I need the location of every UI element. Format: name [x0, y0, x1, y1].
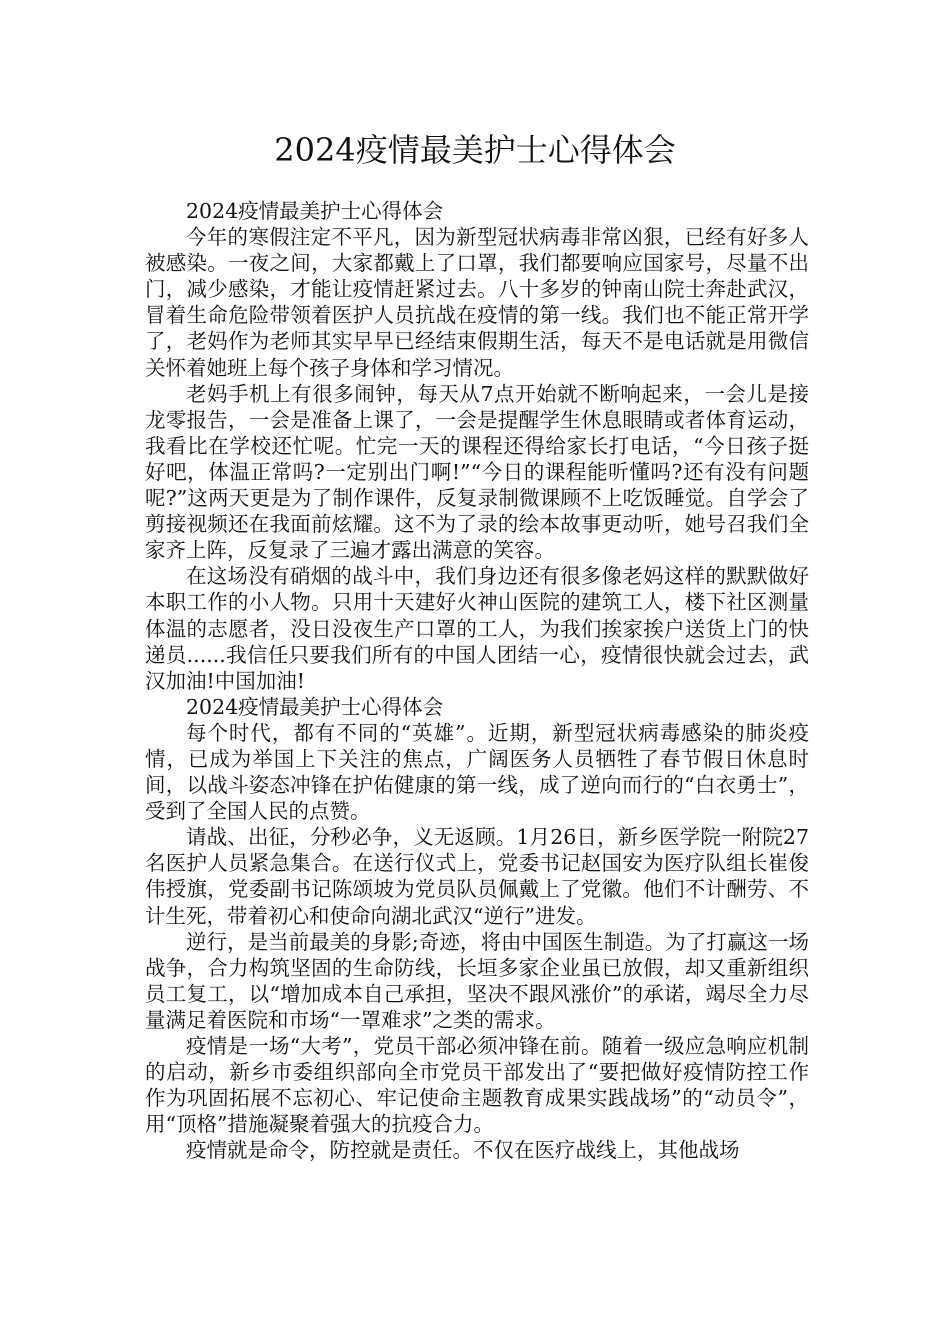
paragraph: 疫情就是命令，防控就是责任。不仅在医疗战线上，其他战场: [186, 1138, 740, 1163]
section-subtitle: 2024疫情最美护士心得体会: [186, 694, 444, 719]
paragraph: 每个时代，都有不同的“英雄”。近期，新型冠状病毒感染的肺炎疫情，已成为举国上下关注的焦点，广阔医务人员牺牲了春节假日休息时间，以战斗姿态冲锋在护佑健康的第一线，成了逆向而行的“白衣勇士”，受到了全国人民的点赞。: [145, 720, 809, 824]
paragraph: 请战、出征，分秒必争，义无返顾。1月26日，新乡医学院一附院27名医护人员紧急集合。在送行仪式上，党委书记赵国安为医疗队组长崔俊伟授旗，党委副书记陈颂坡为党员队员佩戴上了党徽。他们不计酬劳、不计生死，带着初心和使命向湖北武汉“逆行”进发。: [145, 825, 809, 928]
paragraph: 疫情是一场“大考”，党员干部必须冲锋在前。随着一级应急响应机制的启动，新乡市委组织部向全市党员干部发出了“要把做好疫情防控工作作为巩固拓展不忘初心、牢记使命主题教育成果实践战场”的“动员令”，用“顶格”措施凝聚着强大的抗疫合力。: [145, 1034, 809, 1137]
paragraph: 逆行，是当前最美的身影;奇迹，将由中国医生制造。为了打赢这一场战争，合力构筑坚固的生命防线，长垣多家企业虽已放假，却又重新组织员工复工，以“增加成本自己承担，坚决不跟风涨价”的承诺，竭尽全力尽量满足着医院和市场“一罩难求”之类的需求。: [145, 929, 809, 1032]
section-subtitle: 2024疫情最美护士心得体会: [186, 199, 444, 223]
paragraph: 今年的寒假注定不平凡，因为新型冠状病毒非常凶狠，已经有好多人被感染。一夜之间，大家都戴上了口罩，我们都要响应国家号，尽量不出门，减少感染，才能让疫情赶紧过去。八十多岁的钟南山院士奔赴武汉，冒着生命危险带领着医护人员抗战在疫情的第一线。我们也不能正常开学了，老妈作为老师其实早早已经结束假期生活，每天不是电话就是用微信关怀着她班上每个孩子身体和学习情况。: [145, 225, 809, 380]
paragraph: 老妈手机上有很多闹钟，每天从7点开始就不断响起来，一会儿是接龙零报告，一会是准备上课了，一会是提醒学生休息眼睛或者体育运动，我看比在学校还忙呢。忙完一天的课程还得给家长打电话，“今日孩子挺好吧，体温正常吗?一定别出门啊!”“今日的课程能听懂吗?还有没有问题呢?”这两天更是为了制作课件，反复录制微课顾不上吃饭睡觉。自学会了剪接视频还在我面前炫耀。这不为了录的绘本故事更动听，她号召我们全家齐上阵，反复录了三遍才露出满意的笑容。: [145, 381, 809, 563]
paragraph: 在这场没有硝烟的战斗中，我们身边还有很多像老妈这样的默默做好本职工作的小人物。只用十天建好火神山医院的建筑工人，楼下社区测量体温的志愿者，没日没夜生产口罩的工人，为我们挨家挨户送货上门的快递员......我信任只要我们所有的中国人团结一心，疫情很快就会过去，武汉加油!中国加油!: [145, 564, 809, 693]
document-title: 2024疫情最美护士心得体会: [274, 131, 676, 169]
document-body: [145, 198, 809, 1163]
